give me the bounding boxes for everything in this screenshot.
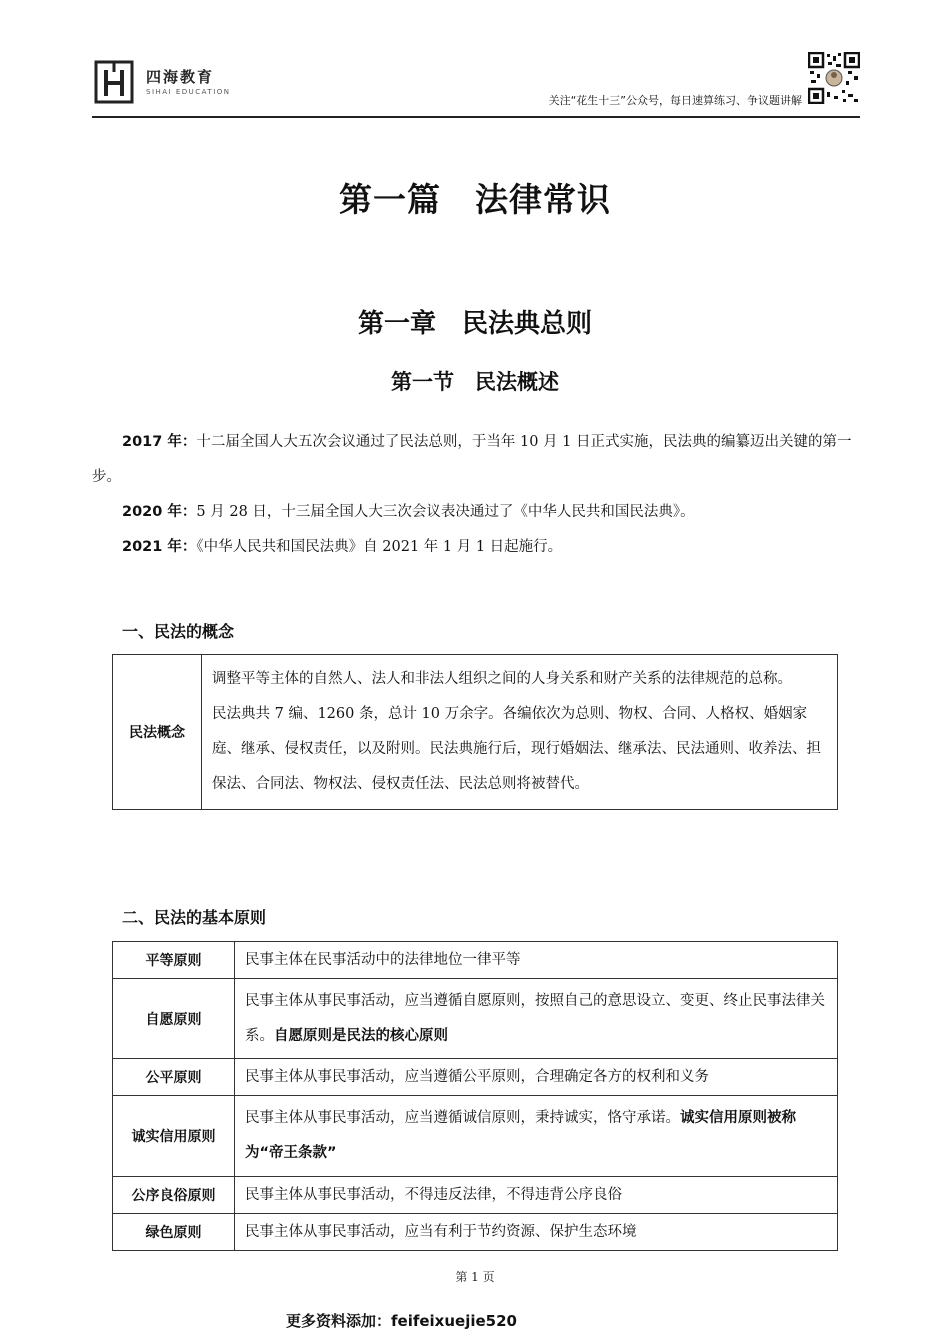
part-title: 第一篇 法律常识: [339, 180, 611, 219]
timeline-text: 十二届全国人大五次会议通过了民法总则，于当年 10 月 1 日正式实施，民法典的编纂迈出关键的第一步。: [92, 434, 852, 485]
principle-name: 平等原则: [113, 942, 235, 979]
table-row: [113, 1096, 838, 1177]
principle-name: 自愿原则: [113, 979, 235, 1059]
table-row: [113, 1059, 838, 1096]
principle-text: 民事主体从事民事活动，不得违反法律，不得违背公序良俗: [235, 1177, 838, 1214]
timeline-text: 5 月 28 日，十三届全国人大三次会议表决通过了《中华人民共和国民法典》。: [196, 504, 695, 520]
principle-name: 公序良俗原则: [113, 1177, 235, 1214]
timeline-paragraph: [92, 495, 860, 530]
table-row: [113, 979, 838, 1059]
principle-name: 公平原则: [113, 1059, 235, 1096]
concept-label: 民法概念: [113, 655, 202, 810]
principles-table: [112, 941, 838, 1251]
principle-name: 诚实信用原则: [113, 1096, 235, 1177]
table-row: [113, 1177, 838, 1214]
principles-heading: 二、民法的基本原则: [122, 908, 267, 927]
principle-text: 民事主体从事民事活动，应当遵循公平原则，合理确定各方的权利和义务: [235, 1059, 838, 1096]
timeline-paragraph: [92, 425, 860, 495]
table-row: [113, 1214, 838, 1251]
timeline-paragraph: [92, 530, 860, 565]
table-row: [113, 942, 838, 979]
qr-code-icon: [808, 52, 860, 104]
concept-definition: 调整平等主体的自然人、法人和非法人组织之间的人身关系和财产关系的法律规范的总称。: [212, 671, 792, 687]
logo-icon: [94, 60, 134, 104]
table-row: [113, 655, 838, 810]
timeline-year: 2021 年：: [122, 539, 197, 555]
header-divider: [92, 116, 860, 118]
page-number: 第 1 页: [455, 1270, 495, 1284]
concept-body: [202, 655, 838, 810]
principle-text: 民事主体在民事活动中的法律地位一律平等: [235, 942, 838, 979]
logo-text: 四海教育: [146, 68, 215, 86]
logo-subtext: SIHAI EDUCATION: [146, 88, 231, 96]
concept-table: [112, 654, 838, 810]
principle-name: 绿色原则: [113, 1214, 235, 1251]
timeline-year: 2020 年：: [122, 504, 197, 520]
principle-text: 民事主体从事民事活动，应当遵循自愿原则，按照自己的意思设立、变更、终止民事法律关系。自愿原则是民法的核心原则: [235, 979, 838, 1059]
chapter-title: 第一章 民法典总则: [357, 309, 592, 339]
principle-text: 民事主体从事民事活动，应当有利于节约资源、保护生态环境: [235, 1214, 838, 1251]
header-note: 关注“花生十三”公众号，每日速算练习、争议题讲解: [548, 94, 802, 107]
timeline-text: 《中华人民共和国民法典》自 2021 年 1 月 1 日起施行。: [196, 539, 563, 555]
page-header: [92, 52, 860, 117]
footer-note: 更多资料添加：feifeixuejie520: [286, 1312, 517, 1330]
section-title: 第一节 民法概述: [391, 369, 559, 394]
timeline-year: 2017 年：: [122, 434, 197, 450]
concept-heading: 一、民法的概念: [122, 622, 235, 641]
concept-details: 民法典共 7 编、1260 条，总计 10 万余字。各编依次为总则、物权、合同、人格权、婚姻家庭、继承、侵权责任，以及附则。民法典施行后，现行婚姻法、继承法、民法通则、收养法、担保法、合同法、物权法、侵权责任法、民法总则将被替代。: [212, 706, 821, 792]
principle-text: 民事主体从事民事活动，应当遵循诚信原则，秉持诚实，恪守承诺。诚实信用原则被称为“帝王条款”: [235, 1096, 838, 1177]
